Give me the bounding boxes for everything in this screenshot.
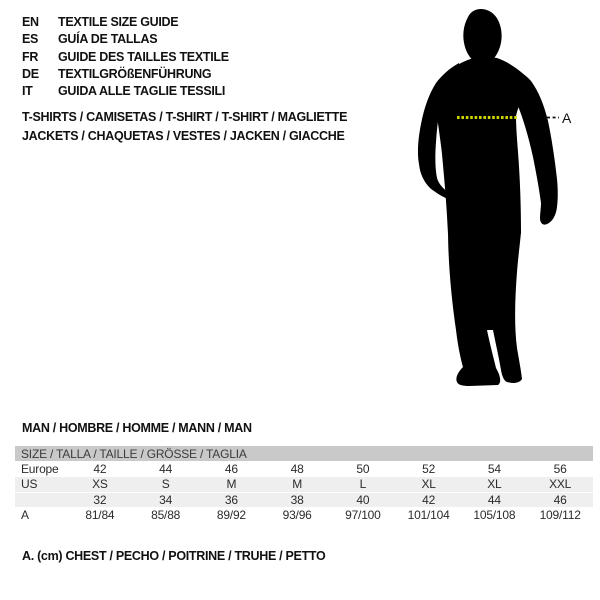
silhouette-legs [448, 228, 522, 386]
size-cell: 36 [199, 492, 265, 507]
table-row-chest [15, 507, 593, 523]
table-row-europe [15, 461, 593, 477]
language-title: GUÍA DE TALLAS [58, 32, 158, 47]
silhouette-head [463, 9, 501, 64]
size-cell: M [199, 477, 265, 492]
size-cell: 52 [396, 461, 462, 477]
size-cell: 101/104 [396, 507, 462, 523]
size-cell: XXL [527, 477, 593, 492]
language-title: GUIDA ALLE TAGLIE TESSILI [58, 84, 226, 99]
size-cell: 42 [396, 492, 462, 507]
size-cell: XL [462, 477, 528, 492]
language-list [22, 14, 229, 100]
size-cell: 50 [330, 461, 396, 477]
language-row [22, 14, 229, 31]
language-code: EN [22, 15, 39, 29]
size-cell: XS [67, 477, 133, 492]
size-cell: 46 [527, 492, 593, 507]
language-row [22, 31, 229, 48]
size-cell: 109/112 [527, 507, 593, 523]
size-cell: 81/84 [67, 507, 133, 523]
man-silhouette [400, 0, 585, 400]
man-silhouette-figure [400, 0, 585, 400]
size-cell: 34 [133, 492, 199, 507]
language-code: FR [22, 49, 39, 64]
row-label: Europe [15, 461, 67, 477]
garment-types [22, 108, 347, 145]
size-cell: 38 [264, 492, 330, 507]
size-cell: 105/108 [462, 507, 528, 523]
language-row [22, 66, 229, 83]
language-code: IT [22, 84, 33, 99]
row-label [15, 492, 67, 507]
size-table [15, 446, 593, 523]
table-row-us [15, 477, 593, 492]
footnote: A. (cm) CHEST / PECHO / POITRINE / TRUHE / PETTO [22, 549, 326, 563]
size-cell: 48 [264, 461, 330, 477]
size-cell: L [330, 477, 396, 492]
row-label: A [15, 507, 67, 523]
size-cell: 54 [462, 461, 528, 477]
garment-types-line: T-SHIRTS / CAMISETAS / T-SHIRT / T-SHIRT / MAGLIETTE [22, 110, 348, 124]
size-cell: 44 [462, 492, 528, 507]
language-row [22, 83, 229, 100]
garment-types-line: JACKETS / CHAQUETAS / VESTES / JACKEN / GIACCHE [22, 128, 345, 143]
table-row-unlabeled [15, 492, 593, 507]
language-title: TEXTILE SIZE GUIDE [58, 15, 179, 29]
size-cell: XL [396, 477, 462, 492]
size-cell: 97/100 [330, 507, 396, 523]
size-cell: 46 [199, 461, 265, 477]
size-cell: 32 [67, 492, 133, 507]
language-code: DE [22, 66, 39, 81]
language-title: GUIDE DES TAILLES TEXTILE [58, 49, 229, 64]
size-cell: 40 [330, 492, 396, 507]
language-row [22, 49, 229, 66]
language-code: ES [22, 32, 39, 47]
size-cell: 85/88 [133, 507, 199, 523]
size-cell: S [133, 477, 199, 492]
size-cell: 42 [67, 461, 133, 477]
section-title: MAN / HOMBRE / HOMME / MANN / MAN [22, 421, 252, 435]
size-cell: 93/96 [264, 507, 330, 523]
size-cell: 56 [527, 461, 593, 477]
size-table-header: SIZE / TALLA / TAILLE / GRÖSSE / TAGLIA [15, 446, 593, 461]
language-title: TEXTILGRÖßENFÜHRUNG [58, 66, 212, 81]
size-table-header-row [15, 446, 593, 461]
size-cell: 89/92 [199, 507, 265, 523]
size-cell: 44 [133, 461, 199, 477]
chest-label: A [562, 110, 572, 126]
row-label: US [15, 477, 67, 492]
size-cell: M [264, 477, 330, 492]
